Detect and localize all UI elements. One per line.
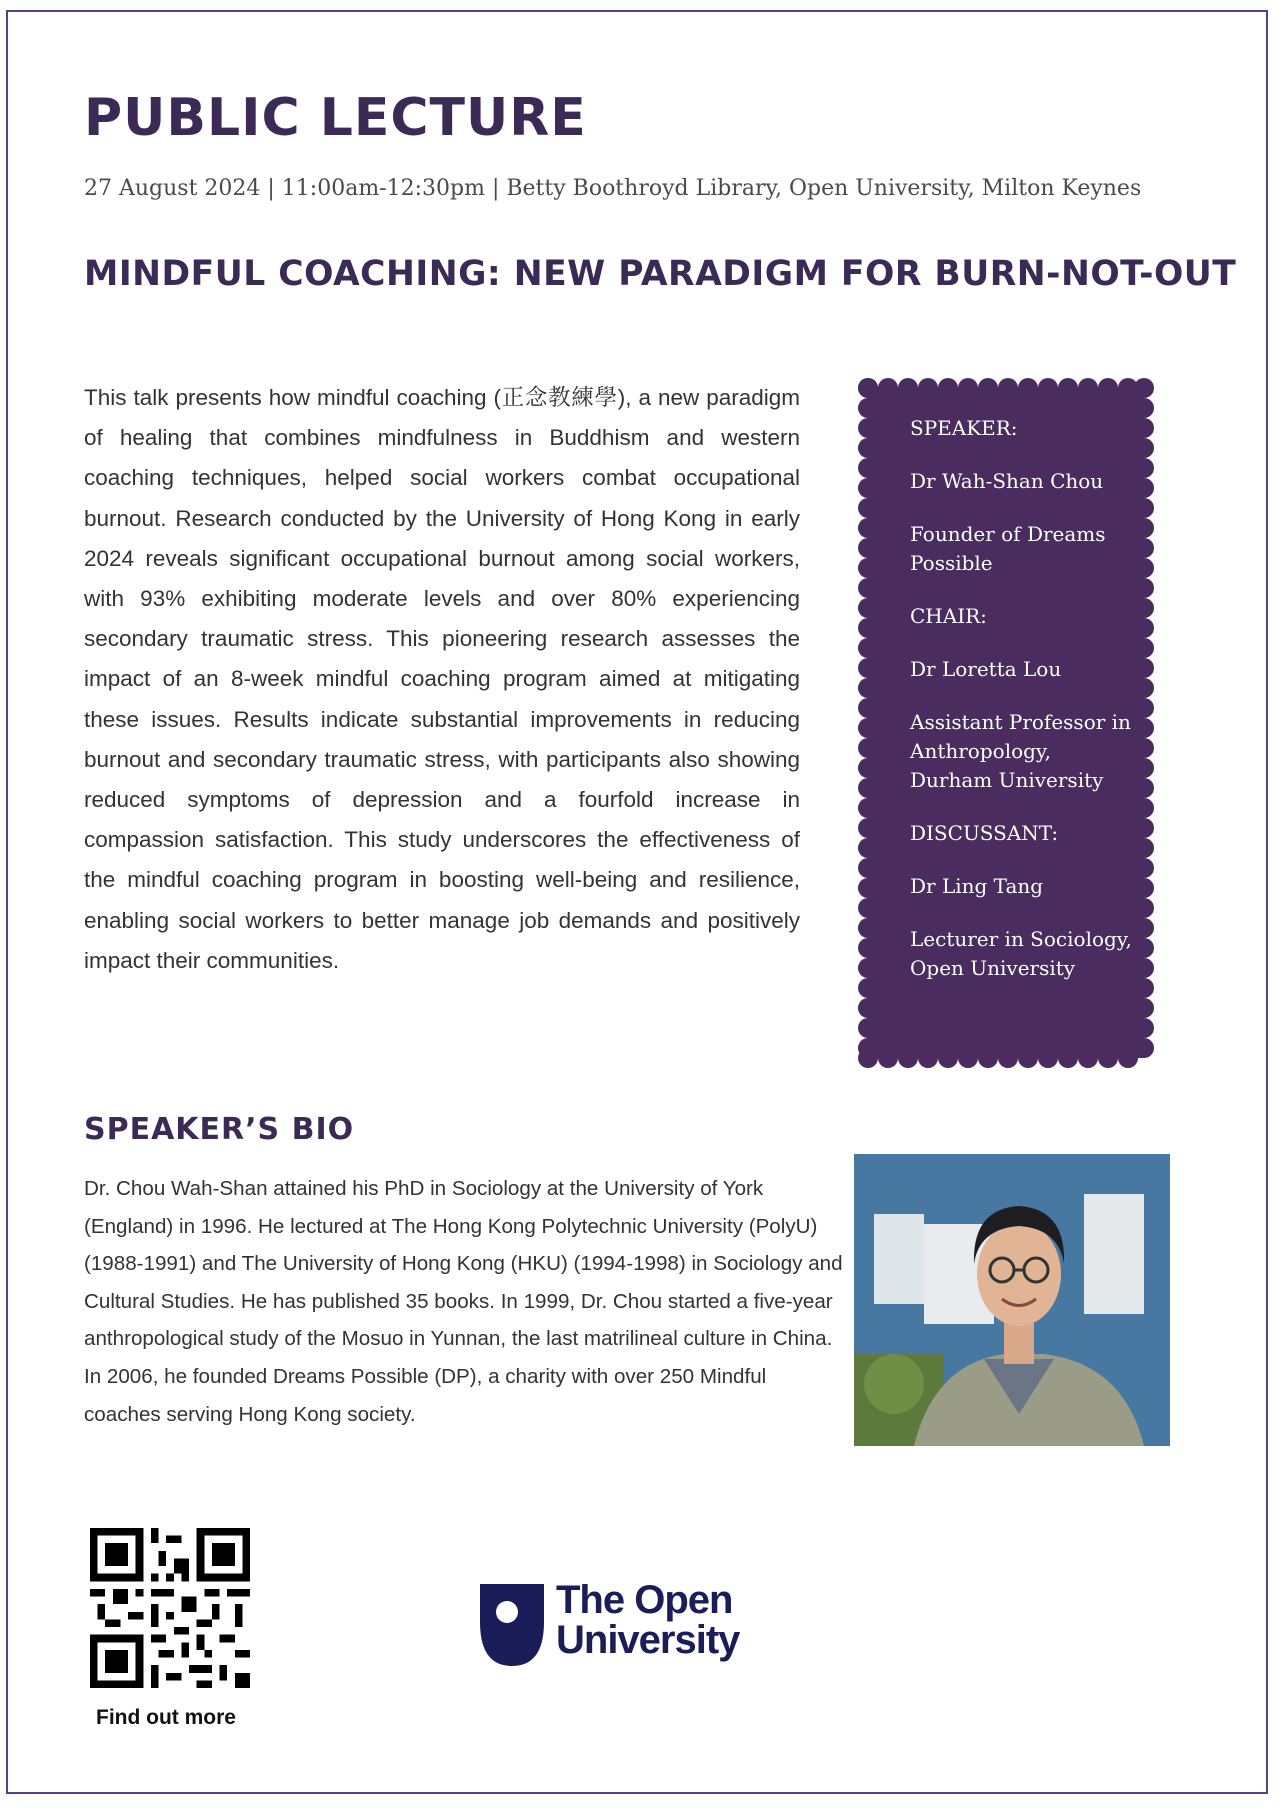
chair-name: Dr Loretta Lou	[910, 657, 1062, 681]
bio-text: Dr. Chou Wah-Shan attained his PhD in Sociology at the University of York (England) in 1996. He lectured at The Hong Kong Polytechnic University (PolyU) (1988-1991) and The University of Hong Kong (HKU) (1994-1998) in Sociology and Cultural Studies. He has published 35 books. In 1999, Dr. Chou started a five-year anthropological study of the Mosuo in Yunnan, the last matrilineal culture in China. In 2006, he founded Dreams Possible (DP), a charity with over 250 Mindful coaches serving Hong Kong society.	[84, 1177, 843, 1426]
talk-abstract: This talk presents how mindful coaching (正念教練學), a new paradigm of healing that combines mindfulness in Buddhism and western coaching techniques, helped social workers combat occupational burnout. Research conducted by the University of Hong Kong in early 2024 reveals significant occupational burnout among social workers, with 93% exhibiting moderate levels and over 80% experiencing secondary traumatic stress. This pioneering research assesses the impact of an 8-week mindful coaching program aimed at mitigating these issues. Results indicate substantial improvements in reducing burnout and secondary traumatic stress, with participants also showing reduced symptoms of depression and a fourfold increase in compassion satisfaction. This study underscores the effectiveness of the mindful coaching program in boosting well-being and resilience, enabling social workers to better manage job demands and positively impact their communities.	[84, 385, 800, 973]
bio-heading: SPEAKER’S BIO	[84, 1112, 355, 1147]
qr-caption[interactable]: Find out more	[96, 1706, 236, 1729]
speaker-panel	[858, 378, 1154, 1068]
event-details: 27 August 2024 | 11:00am-12:30pm | Betty Boothroyd Library, Open University, Milton Keynes	[84, 176, 1142, 201]
talk-title: MINDFUL COACHING: NEW PARADIGM FOR BURN-NOT-OUT	[84, 254, 1237, 294]
discussant-label: DISCUSSANT:	[910, 821, 1059, 845]
logo-line-1: The Open	[556, 1578, 733, 1622]
discussant-name: Dr Ling Tang	[910, 874, 1044, 898]
speaker-photo	[854, 1154, 1170, 1446]
chair-label: CHAIR:	[910, 604, 987, 628]
speaker-name: Dr Wah-Shan Chou	[910, 469, 1104, 493]
speaker-role: Founder of Dreams Possible	[910, 522, 1106, 575]
discussant-role: Lecturer in Sociology, Open University	[910, 927, 1132, 980]
chair-role: Assistant Professor in Anthropology, Durham University	[910, 710, 1131, 792]
page-title: PUBLIC LECTURE	[84, 88, 587, 148]
logo-line-2: University	[556, 1618, 740, 1662]
open-university-wordmark	[556, 1580, 739, 1660]
qr-code-icon[interactable]	[90, 1528, 250, 1688]
speaker-label: SPEAKER:	[910, 416, 1018, 440]
